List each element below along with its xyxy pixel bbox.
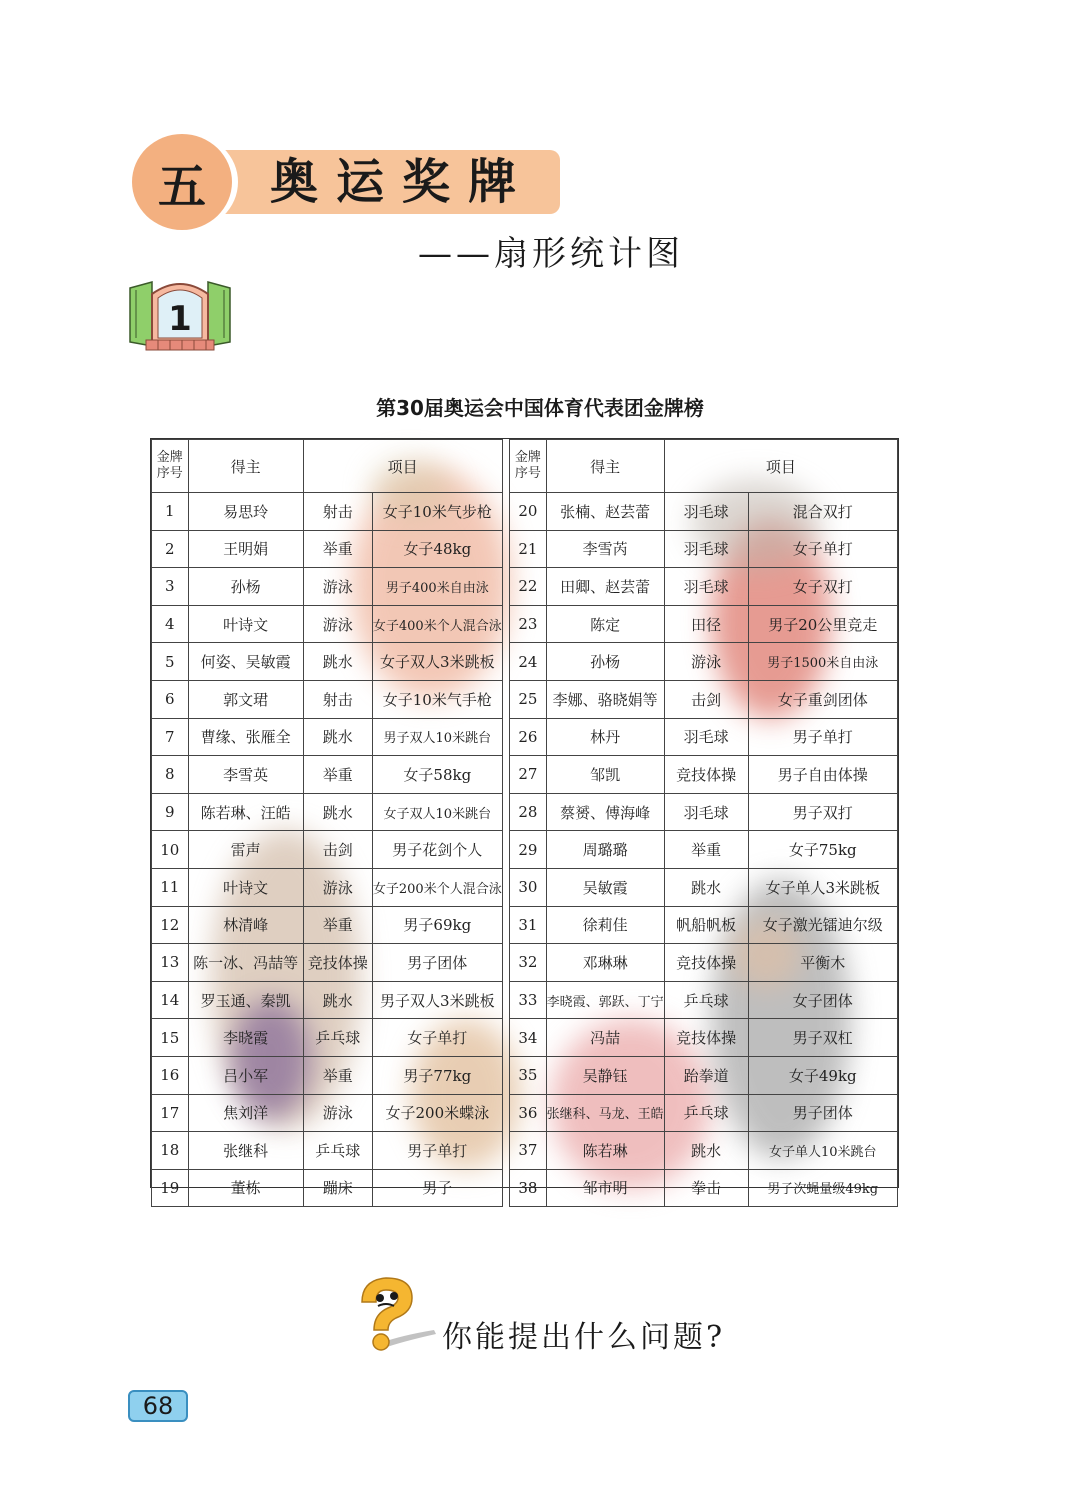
- cell-num: 22: [510, 568, 547, 606]
- cell-winner: 王明娟: [188, 530, 303, 568]
- cell-event: 女子双人3米跳板: [372, 643, 502, 681]
- table-row: [152, 944, 898, 982]
- cell-event: 男子双打: [748, 793, 897, 831]
- cell-winner: 林丹: [546, 718, 664, 756]
- cell-num: 10: [152, 831, 189, 869]
- column-divider: [502, 1132, 509, 1170]
- column-divider: [502, 568, 509, 606]
- cell-event: 男子69kg: [372, 906, 502, 944]
- column-divider: [502, 440, 509, 493]
- table-row: [152, 493, 898, 531]
- cell-event: 女子48kg: [372, 530, 502, 568]
- cell-sport: 跳水: [303, 643, 372, 681]
- cell-num: 13: [152, 944, 189, 982]
- cell-num: 2: [152, 530, 189, 568]
- cell-event: 平衡木: [748, 944, 897, 982]
- column-divider: [502, 643, 509, 681]
- cell-event: 男子团体: [372, 944, 502, 982]
- cell-winner: 冯喆: [546, 1019, 664, 1057]
- cell-sport: 乒乓球: [664, 981, 748, 1019]
- cell-winner: 叶诗文: [188, 868, 303, 906]
- cell-num: 7: [152, 718, 189, 756]
- cell-event: 男子花剑个人: [372, 831, 502, 869]
- medal-table: [150, 438, 899, 1198]
- cell-winner: 孙杨: [188, 568, 303, 606]
- chapter-title: 奥运奖牌: [270, 154, 535, 210]
- table-row: [152, 981, 898, 1019]
- cell-sport: 羽毛球: [664, 718, 748, 756]
- table-row: [152, 1169, 898, 1207]
- cell-sport: 举重: [303, 906, 372, 944]
- cell-num: 27: [510, 756, 547, 794]
- cell-num: 19: [152, 1169, 189, 1207]
- cell-winner: 陈若琳、汪皓: [188, 793, 303, 831]
- column-divider: [502, 1019, 509, 1057]
- chapter-subtitle: ——扇形统计图: [418, 234, 684, 274]
- cell-winner: 邓琳琳: [546, 944, 664, 982]
- cell-event: 女子单打: [748, 530, 897, 568]
- cell-winner: 徐莉佳: [546, 906, 664, 944]
- cell-num: 21: [510, 530, 547, 568]
- cell-event: 女子200米蝶泳: [372, 1094, 502, 1132]
- cell-sport: 羽毛球: [664, 530, 748, 568]
- cell-winner: 雷声: [188, 831, 303, 869]
- header-winner: 得主: [546, 440, 664, 493]
- column-divider: [502, 756, 509, 794]
- cell-sport: 竞技体操: [664, 1019, 748, 1057]
- cell-winner: 吕小军: [188, 1056, 303, 1094]
- cell-sport: 跆拳道: [664, 1056, 748, 1094]
- cell-winner: 郭文珺: [188, 680, 303, 718]
- cell-winner: 焦刘洋: [188, 1094, 303, 1132]
- cell-sport: 击剑: [664, 680, 748, 718]
- cell-event: 女子双打: [748, 568, 897, 606]
- cell-sport: 竞技体操: [664, 756, 748, 794]
- cell-sport: 射击: [303, 493, 372, 531]
- cell-event: 男子团体: [748, 1094, 897, 1132]
- header-event: 项目: [303, 440, 502, 493]
- cell-event: 女子10米气步枪: [372, 493, 502, 531]
- cell-winner: 李晓霞: [188, 1019, 303, 1057]
- cell-sport: 蹦床: [303, 1169, 372, 1207]
- cell-sport: 帆船帆板: [664, 906, 748, 944]
- cell-num: 23: [510, 605, 547, 643]
- column-divider: [502, 981, 509, 1019]
- cell-sport: 游泳: [303, 568, 372, 606]
- cell-winner: 蔡赟、傅海峰: [546, 793, 664, 831]
- cell-num: 3: [152, 568, 189, 606]
- cell-sport: 跳水: [664, 868, 748, 906]
- table-row: [152, 680, 898, 718]
- table-row: [152, 906, 898, 944]
- cell-num: 15: [152, 1019, 189, 1057]
- cell-sport: 举重: [664, 831, 748, 869]
- cell-event: 男子400米自由泳: [372, 568, 502, 606]
- column-divider: [502, 906, 509, 944]
- page-number: 68: [128, 1390, 188, 1422]
- table-row: [152, 1132, 898, 1170]
- cell-winner: 孙杨: [546, 643, 664, 681]
- cell-sport: 羽毛球: [664, 793, 748, 831]
- cell-event: 女子团体: [748, 981, 897, 1019]
- table-row: [152, 530, 898, 568]
- column-divider: [502, 1169, 509, 1207]
- cell-event: 男子次蝇量级49kg: [748, 1169, 897, 1207]
- cell-num: 8: [152, 756, 189, 794]
- cell-num: 38: [510, 1169, 547, 1207]
- cell-sport: 跳水: [303, 981, 372, 1019]
- cell-num: 14: [152, 981, 189, 1019]
- cell-winner: 邹市明: [546, 1169, 664, 1207]
- table-row: [152, 1094, 898, 1132]
- table-row: [152, 1056, 898, 1094]
- column-divider: [502, 680, 509, 718]
- cell-winner: 何姿、吴敏霞: [188, 643, 303, 681]
- cell-sport: 射击: [303, 680, 372, 718]
- cell-event: 女子58kg: [372, 756, 502, 794]
- table-row: [152, 868, 898, 906]
- cell-sport: 乒乓球: [303, 1019, 372, 1057]
- cell-winner: 叶诗文: [188, 605, 303, 643]
- cell-event: 女子10米气手枪: [372, 680, 502, 718]
- table-row: [152, 718, 898, 756]
- cell-sport: 乒乓球: [664, 1094, 748, 1132]
- cell-winner: 林清峰: [188, 906, 303, 944]
- cell-winner: 李雪英: [188, 756, 303, 794]
- cell-event: 混合双打: [748, 493, 897, 531]
- cell-num: 25: [510, 680, 547, 718]
- header-num: 金牌序号: [152, 440, 189, 493]
- question-prompt: 你能提出什么问题?: [442, 1320, 726, 1355]
- cell-event: 男子: [372, 1169, 502, 1207]
- cell-sport: 举重: [303, 756, 372, 794]
- column-divider: [502, 1094, 509, 1132]
- cell-event: 女子单打: [372, 1019, 502, 1057]
- cell-sport: 乒乓球: [303, 1132, 372, 1170]
- cell-event: 女子单人10米跳台: [748, 1132, 897, 1170]
- cell-event: 女子单人3米跳板: [748, 868, 897, 906]
- cell-winner: 易思玲: [188, 493, 303, 531]
- cell-winner: 田卿、赵芸蕾: [546, 568, 664, 606]
- cell-num: 9: [152, 793, 189, 831]
- cell-event: 男子20公里竞走: [748, 605, 897, 643]
- lesson-number: 1: [168, 299, 192, 339]
- cell-num: 5: [152, 643, 189, 681]
- cell-num: 30: [510, 868, 547, 906]
- column-divider: [502, 605, 509, 643]
- cell-event: 男子双杠: [748, 1019, 897, 1057]
- cell-sport: 羽毛球: [664, 493, 748, 531]
- cell-num: 18: [152, 1132, 189, 1170]
- cell-sport: 游泳: [303, 1094, 372, 1132]
- cell-num: 20: [510, 493, 547, 531]
- cell-winner: 张继科、马龙、王皓: [546, 1094, 664, 1132]
- cell-sport: 举重: [303, 530, 372, 568]
- medal-grid: [151, 439, 898, 1207]
- cell-num: 32: [510, 944, 547, 982]
- cell-sport: 游泳: [303, 868, 372, 906]
- cell-event: 女子200米个人混合泳: [372, 868, 502, 906]
- cell-num: 4: [152, 605, 189, 643]
- cell-winner: 李雪芮: [546, 530, 664, 568]
- cell-sport: 跳水: [303, 793, 372, 831]
- cell-sport: 拳击: [664, 1169, 748, 1207]
- cell-sport: 跳水: [303, 718, 372, 756]
- cell-winner: 吴静钰: [546, 1056, 664, 1094]
- cell-sport: 竞技体操: [664, 944, 748, 982]
- cell-num: 24: [510, 643, 547, 681]
- table-row: [152, 1019, 898, 1057]
- header-event: 项目: [664, 440, 897, 493]
- column-divider: [502, 493, 509, 531]
- cell-event: 女子75kg: [748, 831, 897, 869]
- cell-num: 35: [510, 1056, 547, 1094]
- cell-num: 12: [152, 906, 189, 944]
- cell-num: 17: [152, 1094, 189, 1132]
- cell-num: 11: [152, 868, 189, 906]
- cell-num: 1: [152, 493, 189, 531]
- cell-sport: 击剑: [303, 831, 372, 869]
- column-divider: [502, 831, 509, 869]
- cell-event: 男子双人3米跳板: [372, 981, 502, 1019]
- cell-event: 女子双人10米跳台: [372, 793, 502, 831]
- table-row: [152, 831, 898, 869]
- cell-sport: 游泳: [303, 605, 372, 643]
- question-mark-icon: [348, 1272, 438, 1356]
- table-row: [152, 568, 898, 606]
- cell-winner: 张楠、赵芸蕾: [546, 493, 664, 531]
- cell-event: 男子单打: [748, 718, 897, 756]
- header-num: 金牌序号: [510, 440, 547, 493]
- cell-event: 男子单打: [372, 1132, 502, 1170]
- cell-winner: 罗玉通、秦凯: [188, 981, 303, 1019]
- column-divider: [502, 868, 509, 906]
- cell-event: 男子自由体操: [748, 756, 897, 794]
- cell-num: 33: [510, 981, 547, 1019]
- cell-winner: 邹凯: [546, 756, 664, 794]
- column-divider: [502, 718, 509, 756]
- cell-num: 29: [510, 831, 547, 869]
- cell-event: 女子400米个人混合泳: [372, 605, 502, 643]
- column-divider: [502, 530, 509, 568]
- table-row: [152, 605, 898, 643]
- cell-winner: 曹缘、张雁全: [188, 718, 303, 756]
- cell-winner: 吴敏霞: [546, 868, 664, 906]
- table-row: [152, 756, 898, 794]
- cell-winner: 董栋: [188, 1169, 303, 1207]
- table-row: [152, 793, 898, 831]
- cell-event: 男子双人10米跳台: [372, 718, 502, 756]
- cell-event: 男子1500米自由泳: [748, 643, 897, 681]
- column-divider: [502, 944, 509, 982]
- cell-winner: 陈若琳: [546, 1132, 664, 1170]
- cell-sport: 跳水: [664, 1132, 748, 1170]
- cell-event: 女子49kg: [748, 1056, 897, 1094]
- cell-winner: 陈定: [546, 605, 664, 643]
- cell-sport: 举重: [303, 1056, 372, 1094]
- cell-sport: 羽毛球: [664, 568, 748, 606]
- cell-event: 女子重剑团体: [748, 680, 897, 718]
- cell-num: 34: [510, 1019, 547, 1057]
- cell-event: 女子激光镭迪尔级: [748, 906, 897, 944]
- cell-num: 37: [510, 1132, 547, 1170]
- cell-num: 16: [152, 1056, 189, 1094]
- cell-winner: 李晓霞、郭跃、丁宁: [546, 981, 664, 1019]
- header-winner: 得主: [188, 440, 303, 493]
- cell-num: 6: [152, 680, 189, 718]
- cell-num: 36: [510, 1094, 547, 1132]
- cell-winner: 张继科: [188, 1132, 303, 1170]
- column-divider: [502, 793, 509, 831]
- column-divider: [502, 1056, 509, 1094]
- cell-num: 28: [510, 793, 547, 831]
- table-header-row: [152, 440, 898, 493]
- cell-num: 31: [510, 906, 547, 944]
- cell-sport: 田径: [664, 605, 748, 643]
- window-icon: [128, 280, 232, 352]
- cell-winner: 周璐璐: [546, 831, 664, 869]
- cell-event: 男子77kg: [372, 1056, 502, 1094]
- cell-sport: 游泳: [664, 643, 748, 681]
- table-row: [152, 643, 898, 681]
- cell-winner: 陈一冰、冯喆等: [188, 944, 303, 982]
- cell-winner: 李娜、骆晓娟等: [546, 680, 664, 718]
- cell-sport: 竞技体操: [303, 944, 372, 982]
- cell-num: 26: [510, 718, 547, 756]
- chapter-number: 五: [132, 134, 232, 230]
- table-title: 第30届奥运会中国体育代表团金牌榜: [376, 396, 704, 420]
